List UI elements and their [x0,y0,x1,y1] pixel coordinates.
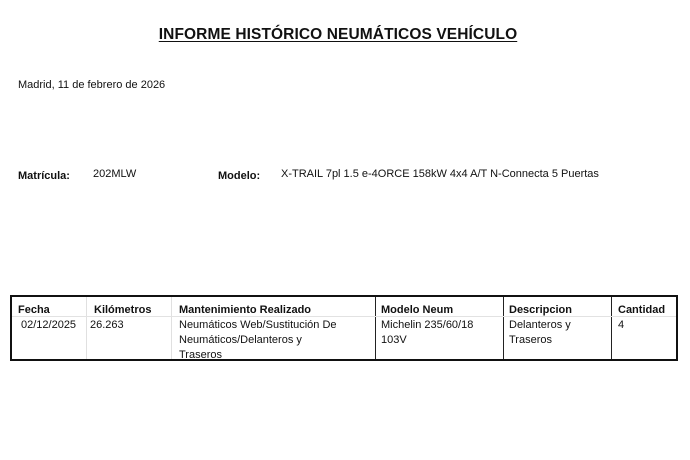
column-divider [503,297,504,359]
header-fecha: Fecha [18,304,50,316]
cell-cantidad: 4 [618,319,625,331]
cell-descripcion-line: Traseros [509,334,552,346]
column-divider [86,297,87,359]
plate-value: 202MLW [93,168,137,180]
cell-mantenimiento [179,318,337,363]
cell-modelo-neum [381,318,473,348]
cell-mantenimiento-line: Neumáticos Web/Sustitución De [179,319,337,331]
cell-modelo-neum-line: 103V [381,334,407,346]
report-title: INFORME HISTÓRICO NEUMÁTICOS VEHÍCULO [158,26,518,43]
plate-label: Matrícula: [18,170,70,182]
header-kilometros: Kilómetros [94,304,152,316]
cell-mantenimiento-line: Traseros [179,349,222,361]
header-cantidad: Cantidad [618,304,666,316]
cell-fecha: 02/12/2025 [21,319,77,331]
header-descripcion: Descripcion [509,304,572,316]
column-divider [375,297,376,359]
cell-modelo-neum-line: Michelin 235/60/18 [381,319,474,331]
header-mantenimiento: Mantenimiento Realizado [179,304,312,316]
cell-descripcion [509,318,571,348]
model-value: X-TRAIL 7pl 1.5 e-4ORCE 158kW 4x4 A/T N-Connecta 5 Puertas [281,168,599,180]
column-divider [171,297,172,359]
column-divider [611,297,612,359]
cell-kilometros: 26.263 [90,319,124,331]
tire-history-table [10,295,678,361]
cell-mantenimiento-line: Neumáticos/Delanteros y [179,334,302,346]
model-label: Modelo: [218,170,261,182]
cell-descripcion-line: Delanteros y [509,319,571,331]
header-modelo-neum: Modelo Neum [381,304,454,316]
place-date: Madrid, 11 de febrero de 2026 [18,79,166,91]
